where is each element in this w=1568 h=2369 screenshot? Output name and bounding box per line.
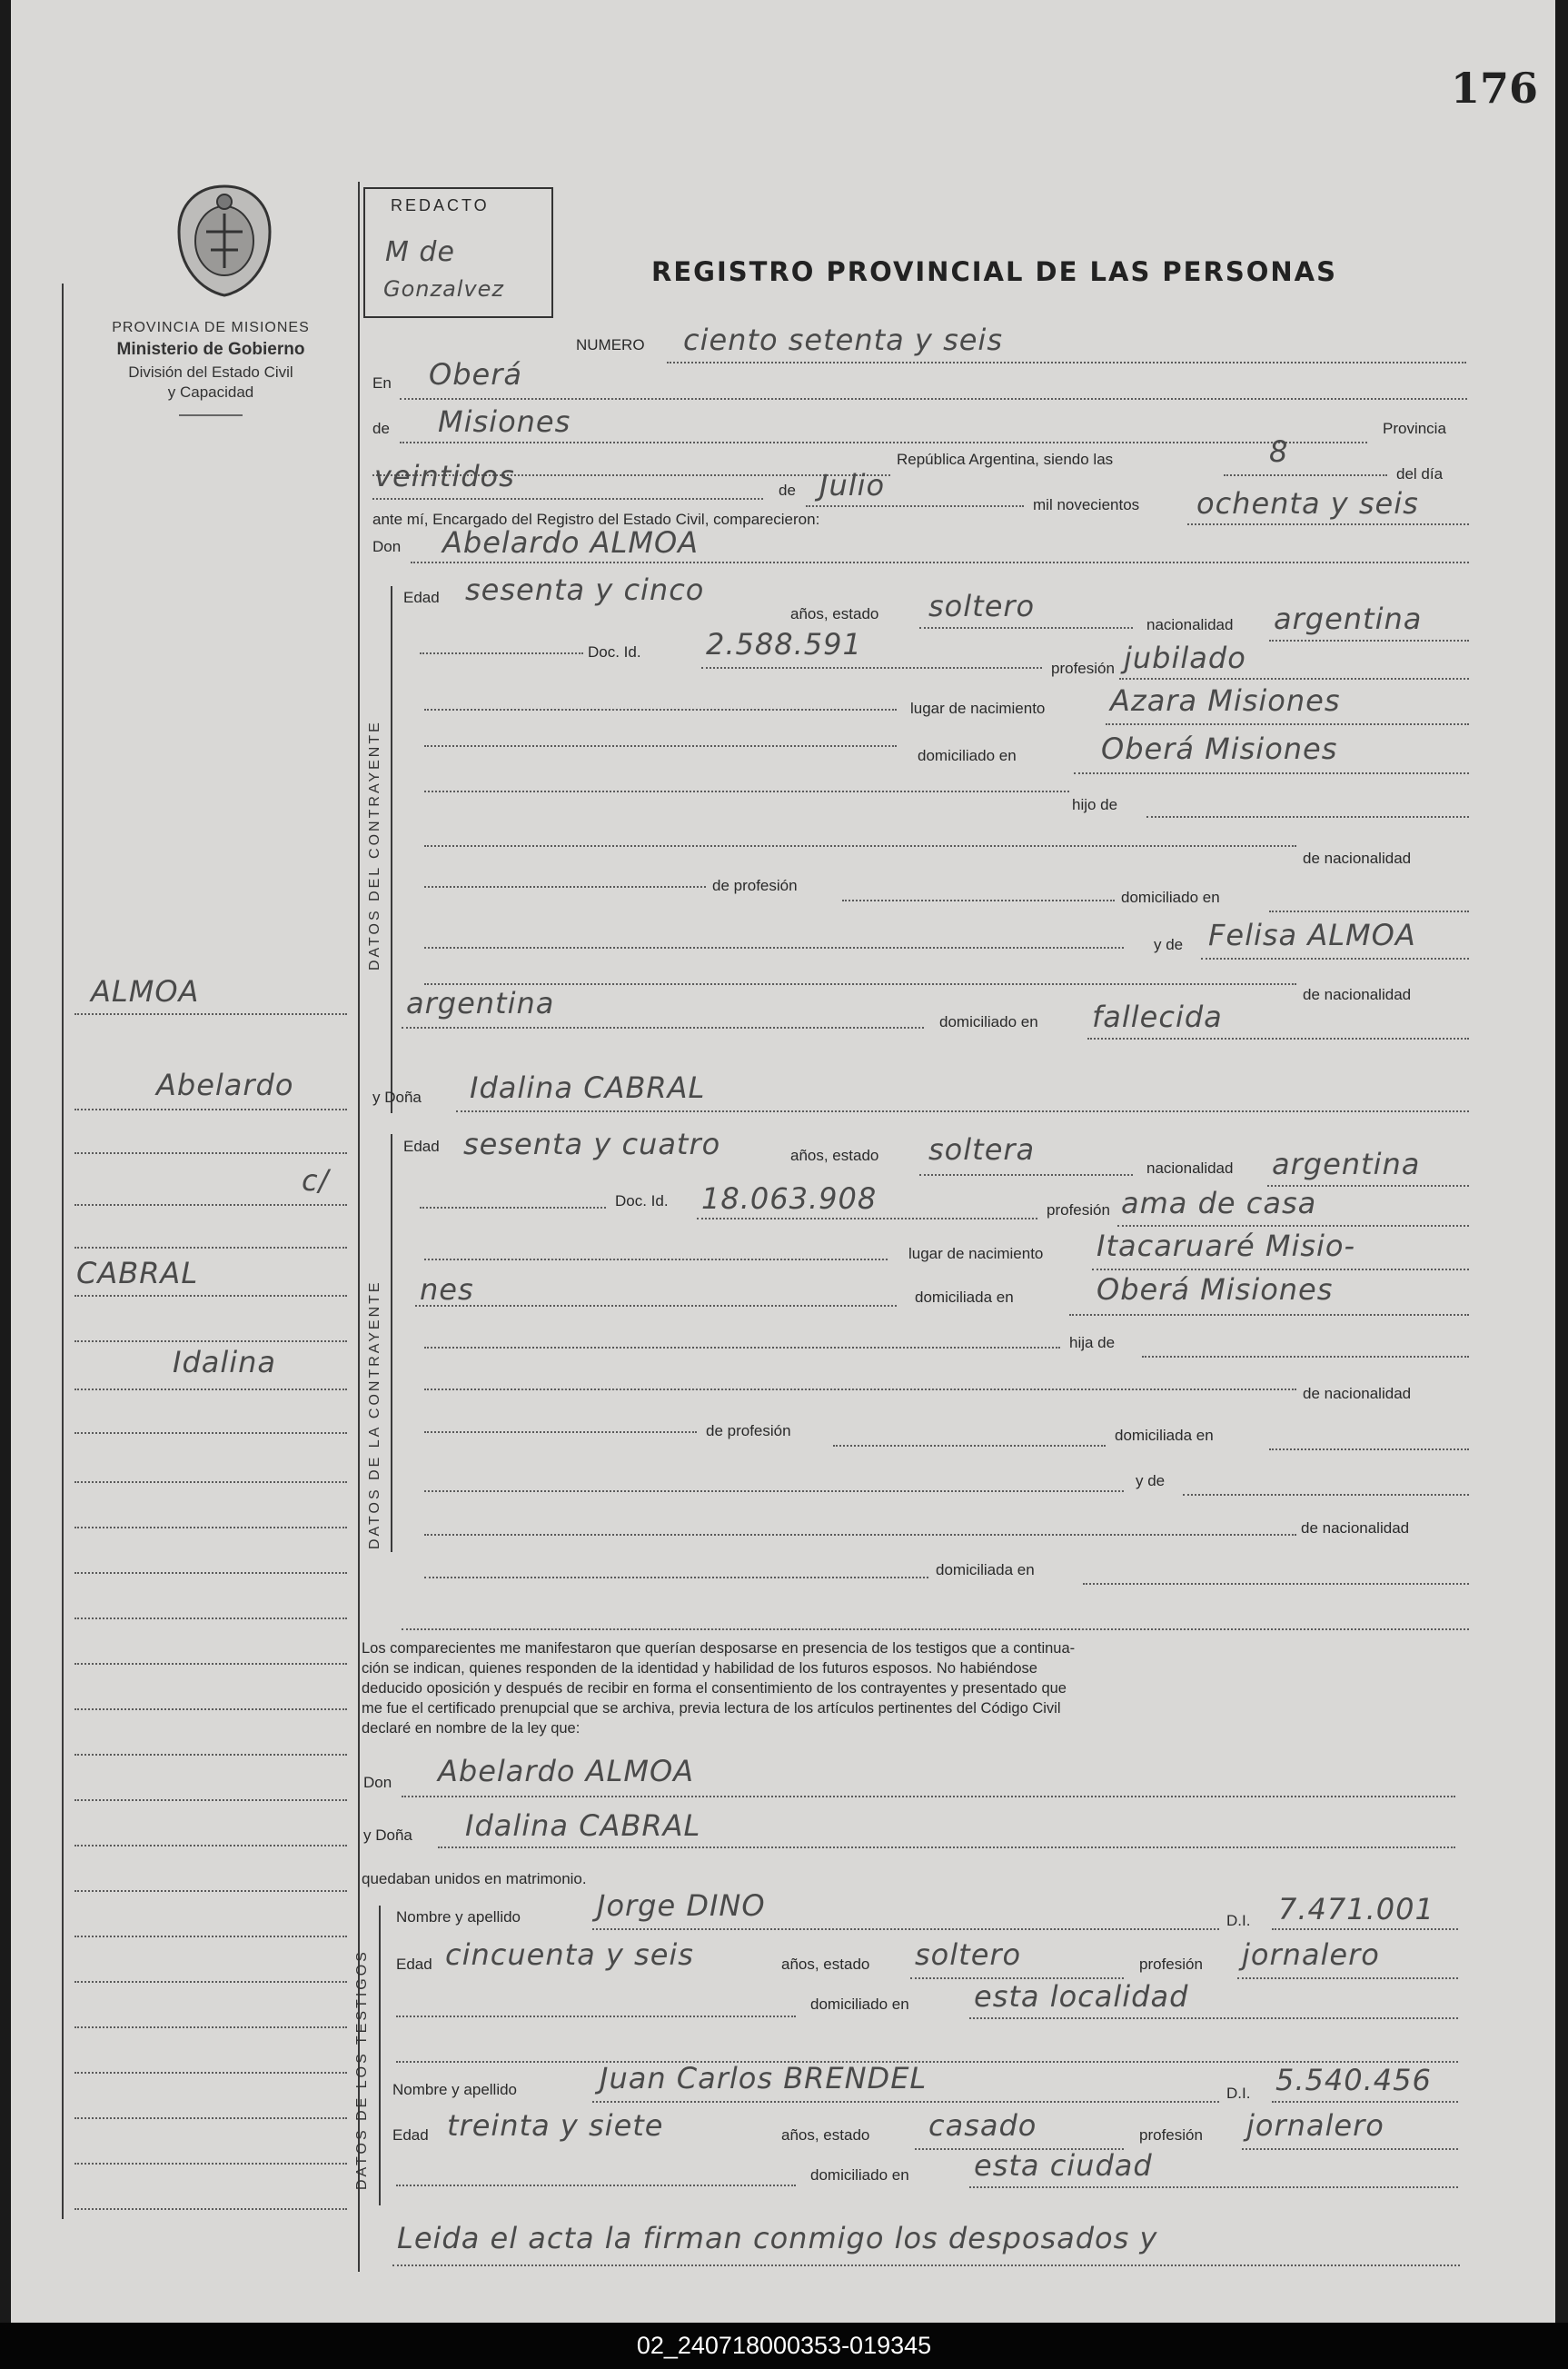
paragraph-line4: me fue el certificado prenupcial que se archiva, previa lectura de los artículos pertinentes del Código Civil bbox=[362, 1700, 1061, 1717]
value-novio-doc: 2.588.591 bbox=[706, 627, 862, 662]
label-don: Don bbox=[372, 538, 402, 555]
label-quedaban: quedaban unidos en matrimonio. bbox=[362, 1870, 587, 1887]
value-novia-nacionalidad: argentina bbox=[1272, 1147, 1421, 1181]
value-novio-madre-dom: fallecida bbox=[1092, 1000, 1223, 1034]
label-nombre-testigo1: Nombre y apellido bbox=[396, 1908, 521, 1926]
bracket-contrayente-f bbox=[391, 1134, 392, 1552]
value-testigo2-nombre: Juan Carlos BRENDEL bbox=[600, 2061, 928, 2095]
bracket-contrayente bbox=[391, 586, 392, 1113]
paragraph-line1: Los comparecientes me manifestaron que querían desposarse en presencia de los testigos que a continua- bbox=[362, 1640, 1076, 1657]
margin-note-name-2: Idalina bbox=[173, 1345, 277, 1379]
closing-handwritten: Leida el acta la firman conmigo los desposados y bbox=[397, 2221, 1158, 2255]
value-novio-madre-nac: argentina bbox=[406, 986, 555, 1020]
value-mes: Julio bbox=[819, 468, 886, 503]
margin-note-name-1: Abelardo bbox=[156, 1068, 294, 1102]
label-profesion-novia: profesión bbox=[1047, 1201, 1110, 1219]
label-anos-estado-novia: años, estado bbox=[790, 1147, 879, 1164]
value-testigo1-edad: cincuenta y seis bbox=[445, 1937, 694, 1972]
division-line1: División del Estado Civil bbox=[128, 363, 293, 381]
value-novio-edad: sesenta y cinco bbox=[465, 572, 705, 607]
value-novio-nacionalidad: argentina bbox=[1274, 602, 1423, 636]
value-don-final: Abelardo ALMOA bbox=[438, 1754, 695, 1788]
label-di-testigo2: D.I. bbox=[1226, 2085, 1251, 2102]
label-en: En bbox=[372, 374, 392, 392]
section-label-testigos: DATOS DE LOS TESTIGOS bbox=[354, 1949, 370, 2190]
value-testigo1-profesion: jornalero bbox=[1242, 1937, 1380, 1972]
value-testigo2-estado: casado bbox=[928, 2108, 1037, 2143]
value-novia-doc: 18.063.908 bbox=[701, 1181, 878, 1216]
label-lugar-nacimiento-novia: lugar de nacimiento bbox=[908, 1245, 1044, 1262]
label-edad-novia: Edad bbox=[403, 1138, 440, 1155]
value-novio-profesion: jubilado bbox=[1124, 641, 1246, 675]
value-provincia: Misiones bbox=[438, 404, 571, 439]
value-testigo2-profesion: jornalero bbox=[1246, 2108, 1384, 2143]
margin-left-border bbox=[62, 284, 64, 2219]
label-de-nacionalidad-padre-f: de nacionalidad bbox=[1303, 1385, 1412, 1402]
footer-code: 02_240718000353-019345 bbox=[0, 2323, 1568, 2369]
value-novio-madre: Felisa ALMOA bbox=[1208, 918, 1416, 952]
label-anos-estado-testigo2: años, estado bbox=[781, 2126, 870, 2144]
province-name: PROVINCIA DE MISIONES bbox=[112, 320, 310, 335]
paragraph-line3: deducido oposición y después de recibir en forma el consentimiento de los contrayentes y presentado que bbox=[362, 1680, 1067, 1697]
label-de-profesion-padre: de profesión bbox=[712, 877, 798, 894]
label-y-dona: y Doña bbox=[372, 1089, 422, 1106]
label-lugar-nacimiento-novio: lugar de nacimiento bbox=[910, 700, 1046, 717]
value-testigo2-edad: treinta y siete bbox=[447, 2108, 664, 2143]
bracket-testigos bbox=[379, 1906, 381, 2205]
division-line2: y Capacidad bbox=[167, 383, 254, 401]
label-domiciliada-novia: domiciliada en bbox=[915, 1289, 1014, 1306]
value-testigo1-domicilio: esta localidad bbox=[974, 1979, 1189, 2014]
value-novio-domicilio: Oberá Misiones bbox=[1101, 732, 1338, 766]
margin-note-surname-2: CABRAL bbox=[76, 1256, 199, 1290]
label-numero: NUMERO bbox=[576, 336, 645, 353]
value-dia: veintidos bbox=[374, 459, 515, 493]
paragraph-line5: declaré en nombre de la ley que: bbox=[362, 1720, 581, 1737]
label-profesion-testigo1: profesión bbox=[1139, 1956, 1203, 1973]
value-novia-profesion: ama de casa bbox=[1121, 1186, 1317, 1220]
value-ciudad: Oberá bbox=[429, 357, 522, 392]
label-nacionalidad-novia: nacionalidad bbox=[1146, 1160, 1234, 1177]
label-de-mes: de bbox=[779, 482, 796, 499]
redacto-label: REDACTO bbox=[391, 196, 490, 214]
value-novia-nombre: Idalina CABRAL bbox=[470, 1070, 706, 1105]
label-doc-id-novio: Doc. Id. bbox=[588, 643, 641, 661]
paragraph-line2: ción se indican, quienes responden de la identidad y habilidad de los futuros esposos. No habiéndose bbox=[362, 1660, 1037, 1677]
label-domiciliado-madre: domiciliado en bbox=[939, 1013, 1038, 1030]
redacto-box bbox=[363, 187, 553, 318]
value-novia-domicilio: Oberá Misiones bbox=[1097, 1272, 1334, 1307]
value-novio-nombre: Abelardo ALMOA bbox=[442, 525, 700, 560]
value-testigo1-nombre: Jorge DINO bbox=[597, 1888, 766, 1923]
label-anos-estado-novio: años, estado bbox=[790, 605, 879, 622]
value-novia-lugar: Itacaruaré Misio- bbox=[1097, 1229, 1356, 1263]
label-don-final: Don bbox=[363, 1774, 392, 1791]
label-de-nacionalidad-madre: de nacionalidad bbox=[1303, 986, 1412, 1003]
label-domiciliado-novio: domiciliado en bbox=[918, 747, 1017, 764]
label-nacionalidad-novio: nacionalidad bbox=[1146, 616, 1234, 633]
label-anos-estado-testigo1: años, estado bbox=[781, 1956, 870, 1973]
label-hijo-de: hijo de bbox=[1072, 796, 1118, 813]
value-testigo2-di: 5.540.456 bbox=[1275, 2063, 1432, 2097]
value-anio: ochenta y seis bbox=[1196, 486, 1419, 521]
page-number: 176 bbox=[1451, 64, 1539, 113]
value-hora: 8 bbox=[1269, 434, 1289, 469]
label-y-dona-final: y Doña bbox=[363, 1827, 412, 1844]
label-domiciliada-madre-f: domiciliada en bbox=[936, 1561, 1035, 1578]
label-provincia: Provincia bbox=[1383, 420, 1446, 437]
label-y-de-novia: y de bbox=[1136, 1472, 1166, 1489]
label-edad-testigo1: Edad bbox=[396, 1956, 432, 1973]
section-label-contrayente-f: DATOS DE LA CONTRAYENTE bbox=[367, 1279, 382, 1549]
value-testigo1-di: 7.471.001 bbox=[1278, 1892, 1434, 1926]
issuing-office bbox=[65, 320, 356, 416]
value-testigo2-domicilio: esta ciudad bbox=[974, 2148, 1153, 2183]
value-dona-final: Idalina CABRAL bbox=[465, 1808, 701, 1843]
document-page bbox=[11, 0, 1555, 2323]
label-doc-id-novia: Doc. Id. bbox=[615, 1192, 669, 1209]
value-novia-edad: sesenta y cuatro bbox=[463, 1127, 721, 1161]
label-profesion-testigo2: profesión bbox=[1139, 2126, 1203, 2144]
redacto-value-line1: M de bbox=[385, 236, 455, 268]
label-profesion-novio: profesión bbox=[1051, 660, 1115, 677]
label-edad-testigo2: Edad bbox=[392, 2126, 429, 2144]
redacto-value-line2: Gonzalvez bbox=[383, 276, 505, 302]
label-hija-de: hija de bbox=[1069, 1334, 1116, 1351]
label-de-profesion-padre-f: de profesión bbox=[706, 1422, 791, 1439]
label-domiciliado-testigo2: domiciliado en bbox=[810, 2166, 909, 2184]
label-domiciliado-testigo1: domiciliado en bbox=[810, 1996, 909, 2013]
label-edad-novio: Edad bbox=[403, 589, 440, 606]
margin-note-conector: c/ bbox=[302, 1163, 330, 1198]
label-republica: República Argentina, siendo las bbox=[897, 451, 1114, 468]
label-mil-novecientos: mil novecientos bbox=[1033, 496, 1140, 513]
value-novia-estado: soltera bbox=[928, 1132, 1036, 1167]
coat-of-arms-icon bbox=[170, 182, 279, 300]
value-testigo1-estado: soltero bbox=[915, 1937, 1022, 1972]
value-novia-lugar-cont: nes bbox=[420, 1272, 474, 1307]
value-novio-estado: soltero bbox=[928, 589, 1036, 623]
label-di-testigo1: D.I. bbox=[1226, 1912, 1251, 1929]
label-nombre-testigo2: Nombre y apellido bbox=[392, 2081, 518, 2098]
label-domiciliado-padre: domiciliado en bbox=[1121, 889, 1220, 906]
margin-note-surname-1: ALMOA bbox=[91, 974, 200, 1009]
label-de: de bbox=[372, 420, 390, 437]
value-novio-lugar: Azara Misiones bbox=[1110, 683, 1341, 718]
label-y-de-novio: y de bbox=[1154, 936, 1184, 953]
ministry-name: Ministerio de Gobierno bbox=[116, 340, 305, 359]
value-numero: ciento setenta y seis bbox=[683, 323, 1003, 357]
section-label-contrayente: DATOS DEL CONTRAYENTE bbox=[367, 720, 382, 970]
label-de-nacionalidad-madre-f: de nacionalidad bbox=[1301, 1519, 1410, 1537]
label-de-nacionalidad-padre: de nacionalidad bbox=[1303, 850, 1412, 867]
document-title: REGISTRO PROVINCIAL DE LAS PERSONAS bbox=[651, 256, 1337, 287]
label-domiciliada-padre-f: domiciliada en bbox=[1115, 1427, 1214, 1444]
label-ante-mi: ante mí, Encargado del Registro del Estado Civil, comparecieron: bbox=[372, 511, 820, 528]
label-del-dia: del día bbox=[1396, 465, 1444, 483]
